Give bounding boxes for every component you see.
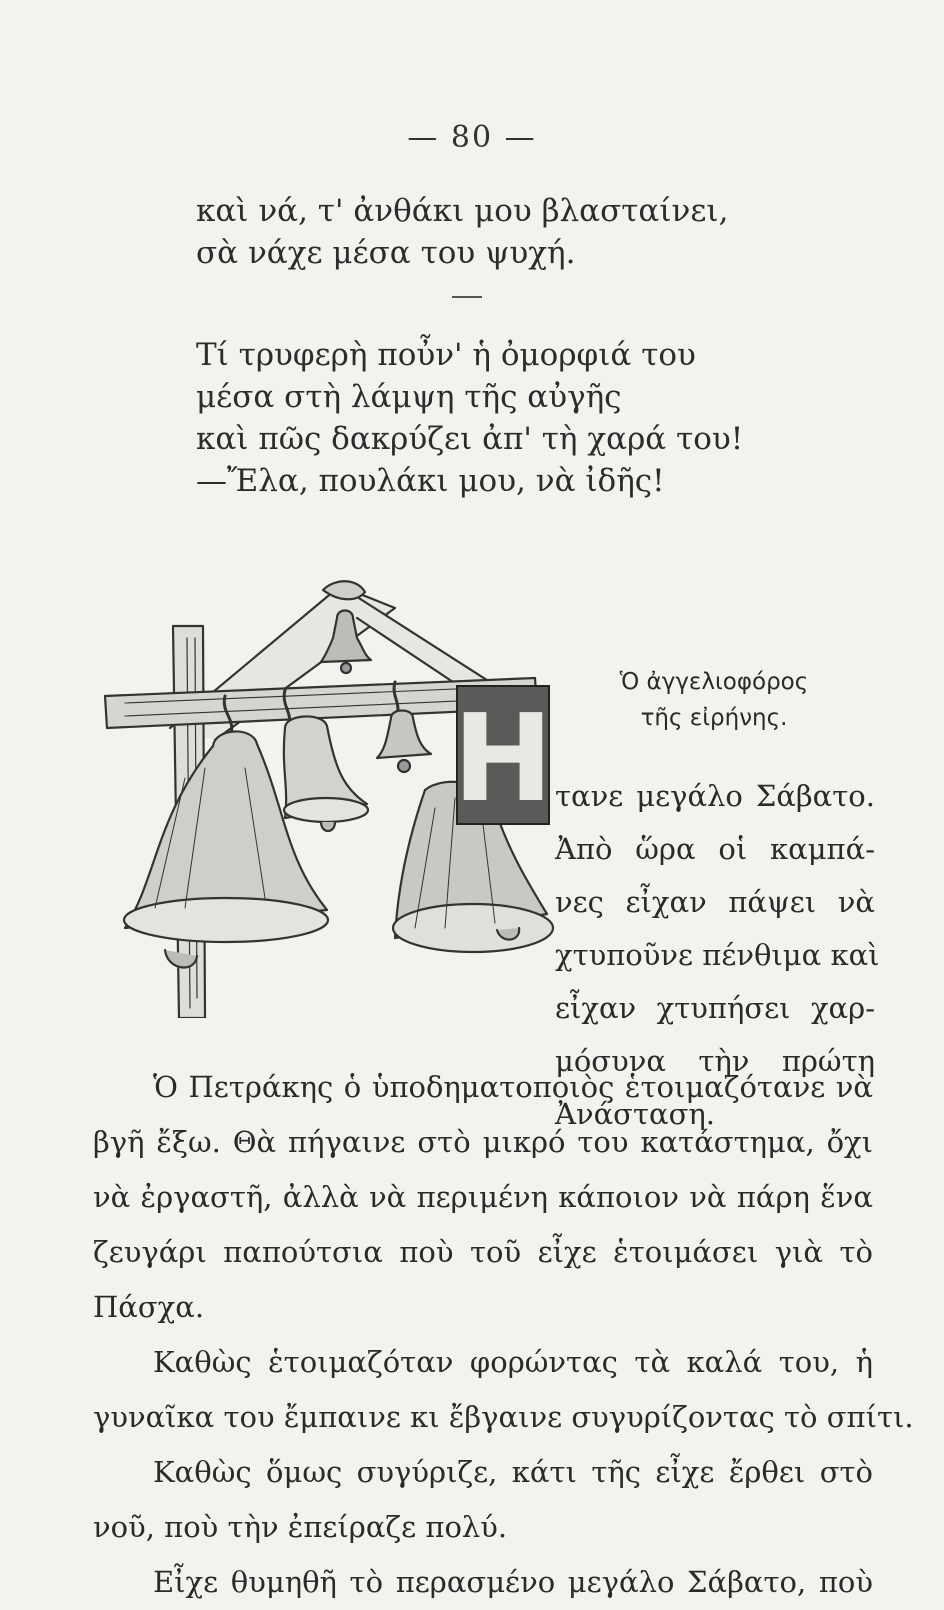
caption-line: τῆς εἰρήνης. <box>640 705 788 731</box>
text-line: Πάσχα. <box>93 1290 205 1324</box>
text-line: νες εἶχαν πάψει νὰ <box>555 885 875 919</box>
verse-line: Τί τρυφερὴ ποὖν' ἡ ὀμορφιά του <box>196 337 696 373</box>
section-caption <box>594 664 834 736</box>
page-number: — 80 — <box>407 120 537 155</box>
verse-line: μέσα στὴ λάμψη τῆς αὐγῆς <box>196 379 622 415</box>
text-line: Εἶχε θυμηθῆ τὸ περασμένο μεγάλο Σάβατο, ποὺ <box>153 1565 873 1599</box>
text-line: Ἀπὸ ὥρα οἱ καμπά- <box>555 832 875 866</box>
caption-line: Ὁ ἀγγελιοφόρος <box>619 669 809 695</box>
body-paragraphs <box>93 1060 914 1610</box>
text-line: Ἀνάσταση. <box>555 1097 715 1131</box>
text-line: βγῆ ἔξω. Θὰ πήγαινε στὸ μικρό του κατάστημα, ὄχι <box>93 1125 873 1159</box>
text-line: νὰ ἐργαστῆ, ἀλλὰ νὰ περιμένη κάποιον νὰ πάρη ἕνα <box>93 1180 873 1214</box>
text-line: νοῦ, ποὺ τὴν ἐπείραζε πολύ. <box>93 1510 508 1544</box>
text-line: χτυποῦνε πένθιμα καὶ <box>555 938 880 972</box>
initial-letter: H <box>452 690 554 829</box>
text-line: μόσυνα τὴν πρώτη <box>555 1044 875 1078</box>
text-line: γυναῖκα του ἔμπαινε κι ἔβγαινε συγυρίζοντας τὸ σπίτι. <box>93 1400 914 1434</box>
text-line: Καθὼς ἑτοιμαζόταν φορώντας τὰ καλά του, ἡ <box>153 1345 873 1379</box>
text-line: τανε μεγάλο Σάβατο. <box>555 779 875 813</box>
initial-letter-block <box>453 686 553 829</box>
poem-stanza-1 <box>196 190 728 274</box>
text-line: Καθὼς ὅμως συγύριζε, κάτι τῆς εἶχε ἔρθει στὸ <box>153 1455 873 1489</box>
text-line: ζευγάρι παπούτσια ποὺ τοῦ εἶχε ἑτοιμάσει γιὰ τὸ <box>93 1235 873 1269</box>
text-line: εἶχαν χτυπήσει χαρ- <box>555 991 875 1025</box>
bells-illustration <box>95 578 565 1018</box>
verse-line: σὰ νάχε μέσα του ψυχή. <box>196 235 576 271</box>
verse-line: καὶ πῶς δακρύζει ἀπ' τὴ χαρά του! <box>196 421 744 457</box>
verse-line: —Ἔλα, πουλάκι μου, νὰ ἰδῆς! <box>196 463 665 499</box>
poem-stanza-2 <box>196 334 743 502</box>
verse-line: καὶ νά, τ' ἀνθάκι μου βλασταίνει, <box>196 193 729 229</box>
stanza-divider <box>452 296 482 298</box>
text-line: Ὁ Πετράκης ὁ ὑποδηματοποιὸς ἑτοιμαζότανε νὰ <box>153 1070 873 1104</box>
